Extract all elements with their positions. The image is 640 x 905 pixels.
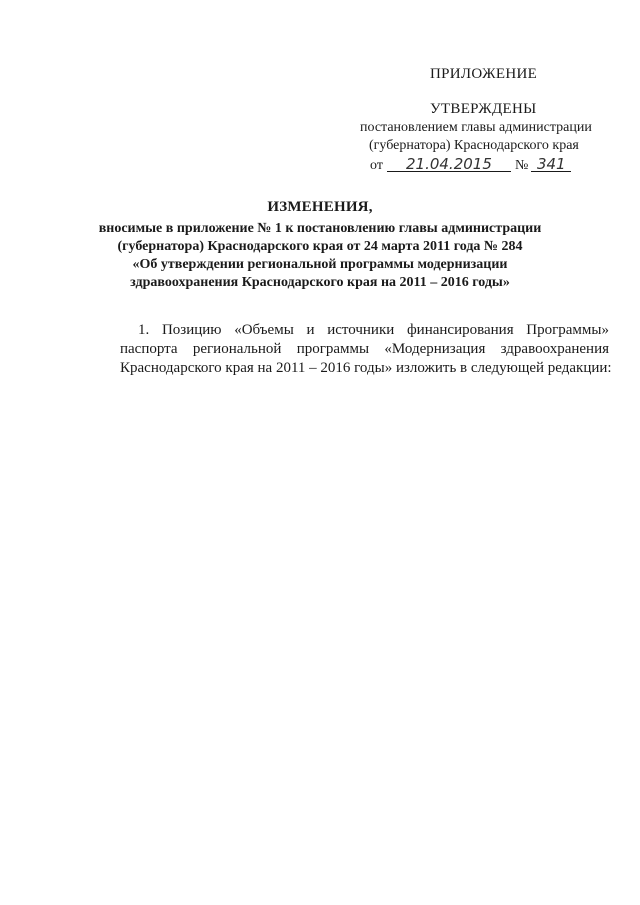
paragraph-1-line-1: 1. Позицию «Объемы и источники финансирования Программы» bbox=[138, 322, 609, 338]
approval-date-number-line bbox=[370, 157, 571, 174]
document-subtitle-line-4: здравоохранения Краснодарского края на 2011 – 2016 годы» bbox=[130, 275, 510, 290]
paragraph-1-line-3: Краснодарского края на 2011 – 2016 годы» изложить в следующей редакции: bbox=[120, 360, 612, 376]
approval-label: УТВЕРЖДЕНЫ bbox=[430, 101, 537, 117]
document-subtitle-line-1: вносимые в приложение № 1 к постановлению главы администрации bbox=[98, 221, 542, 236]
number-prefix: № bbox=[514, 158, 529, 173]
handwritten-date: 21.04.2015 bbox=[387, 157, 511, 172]
approval-decree-line: постановлением главы администрации bbox=[360, 120, 592, 135]
document-subtitle-line-3: «Об утверждении региональной программы модернизации bbox=[132, 257, 508, 272]
document-subtitle-line-2: (губернатора) Краснодарского края от 24 марта 2011 года № 284 bbox=[117, 239, 523, 254]
from-prefix: от bbox=[370, 158, 383, 173]
appendix-label: ПРИЛОЖЕНИЕ bbox=[430, 66, 538, 82]
paragraph-1-line-2: паспорта региональной программы «Модернизация здравоохранения bbox=[120, 341, 609, 357]
approval-governor-line: (губернатора) Краснодарского края bbox=[369, 138, 579, 153]
document-title: ИЗМЕНЕНИЯ, bbox=[267, 199, 373, 215]
handwritten-number: 341 bbox=[531, 157, 571, 172]
